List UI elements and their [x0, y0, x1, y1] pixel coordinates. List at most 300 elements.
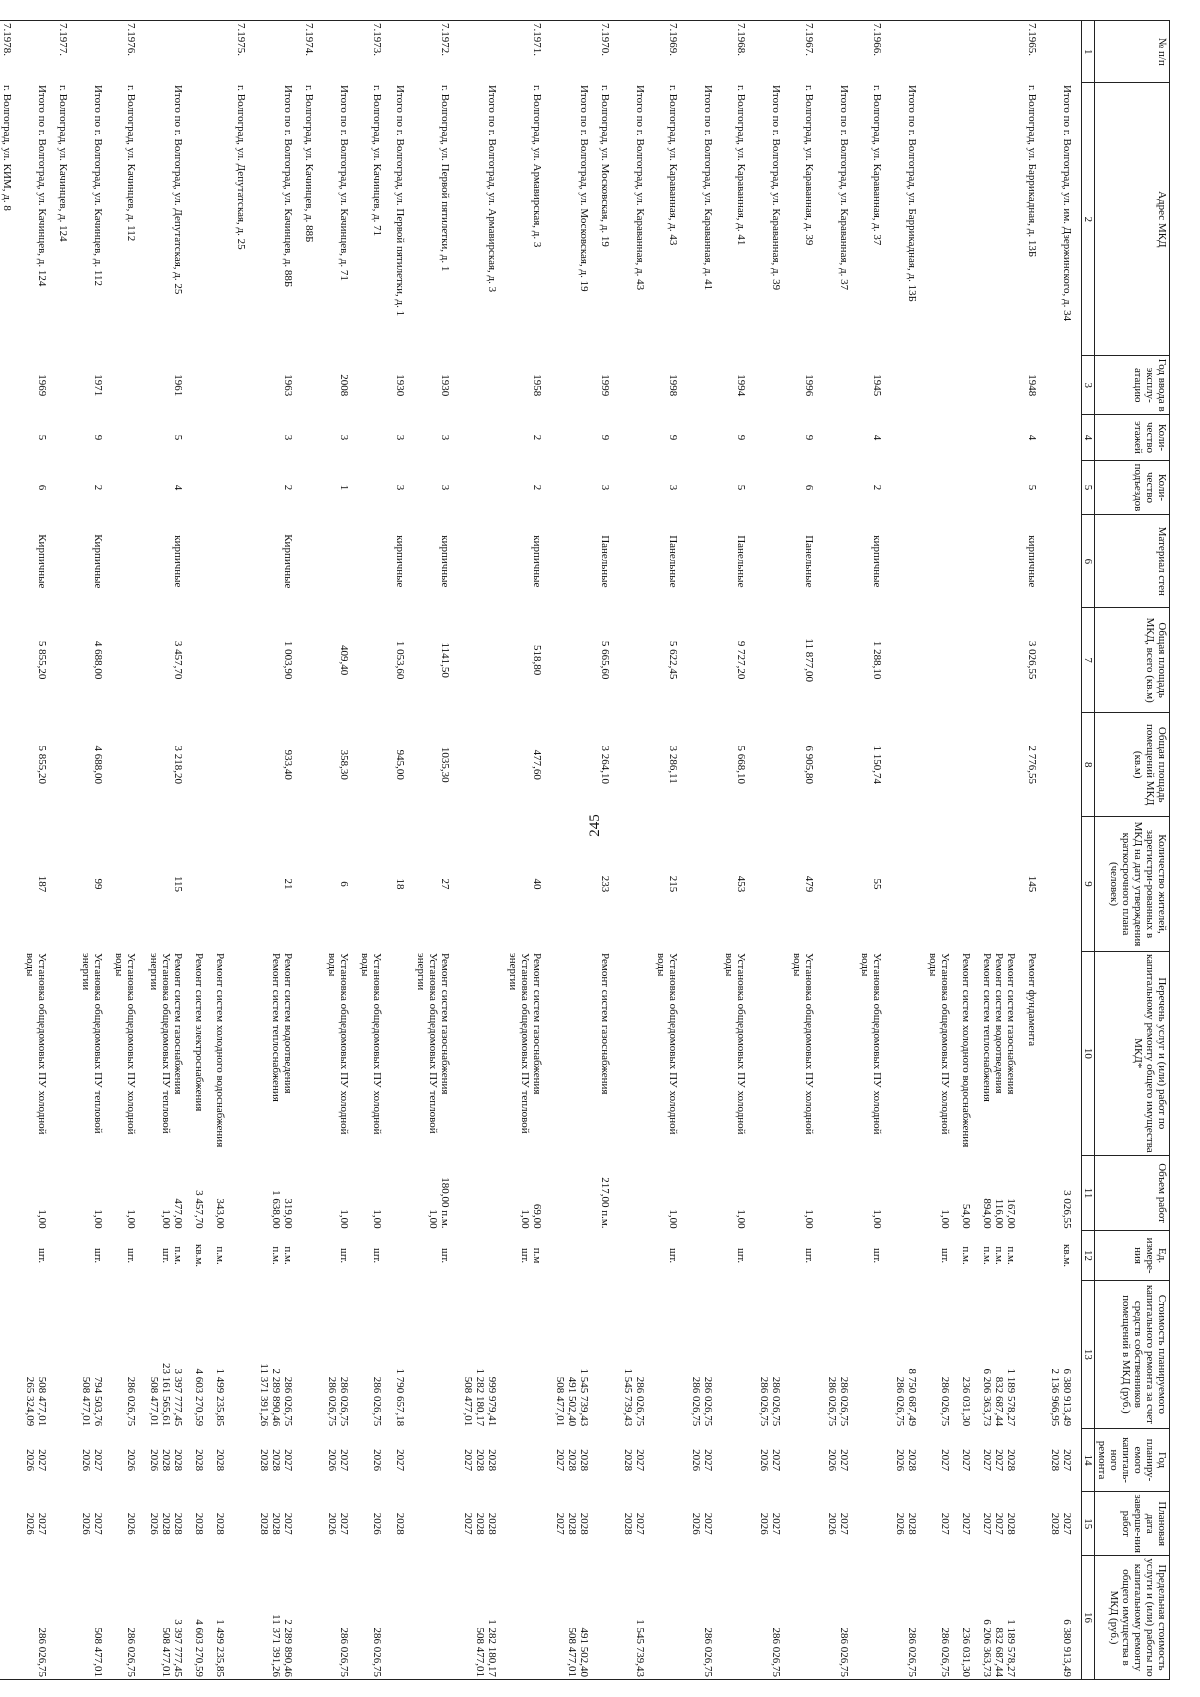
cell-c14: 2028 2028 2027 [554, 1449, 590, 1472]
cell-c3: 1963 [282, 374, 294, 397]
cell [980, 1281, 1025, 1429]
cell [147, 1428, 192, 1492]
cell-c14: 2027 2026 [326, 1449, 350, 1472]
cell [112, 1156, 147, 1231]
cell [1048, 608, 1082, 713]
cell [1025, 83, 1048, 356]
cell-c11: 167,00 116,00 894,00 [981, 1198, 1017, 1229]
cell-c7: 1 288,10 [871, 640, 883, 680]
cell-c3: 1958 [531, 374, 543, 397]
cell-c7: 3 026,55 [1026, 640, 1038, 680]
cell-c12: шт. [667, 1247, 679, 1264]
cell-c14: 2027 2026 [826, 1449, 850, 1472]
cell [689, 83, 722, 356]
summary-row [959, 21, 980, 1680]
cell [56, 1281, 79, 1429]
cell-c8: 3 286,11 [667, 745, 679, 784]
table-row [654, 21, 689, 1680]
cell [980, 1231, 1025, 1281]
cell-addr: Итого по г. Волгоград, ул. Караванная, д. 41 [702, 84, 714, 291]
cell-c3: 1930 [439, 374, 451, 397]
cell [621, 356, 654, 415]
cell-c12: шт. [735, 1247, 747, 1264]
cell-c10: Ремонт систем газоснабжения [599, 953, 611, 1095]
cell-c6: Панельные [803, 535, 815, 588]
cell-c5: 3 [599, 484, 611, 491]
column-header: Общая площадь МКД, всего (кв.м) [1095, 608, 1170, 713]
cell-c12: шт. [871, 1247, 883, 1264]
cell [56, 608, 79, 713]
cell [959, 460, 980, 515]
column-number: 10 [1082, 951, 1095, 1156]
cell [722, 515, 757, 608]
cell-c12: шт. [92, 1247, 104, 1264]
cell-c13: 1 499 235,85 [214, 1368, 226, 1427]
cell [257, 1492, 302, 1556]
cell [234, 951, 257, 1156]
cell-c12: п.м. п.м. [270, 1246, 294, 1265]
cell-c11: 3 026,55 [1061, 1190, 1073, 1229]
cell [722, 356, 757, 415]
cell [621, 1492, 654, 1556]
cell [461, 1492, 506, 1556]
cell [147, 1556, 192, 1680]
cell [358, 1556, 393, 1680]
cell [722, 1281, 757, 1429]
cell-c6: кирпичные [394, 535, 406, 588]
cell-c12: п.м. п.м. п.м. [981, 1246, 1017, 1265]
cell [147, 1231, 192, 1281]
cell [0, 356, 23, 415]
cell [553, 460, 598, 515]
cell-c9: 18 [394, 878, 406, 890]
cell [722, 21, 757, 83]
cell [757, 356, 790, 415]
cell [1025, 1281, 1048, 1429]
cell [325, 951, 358, 1156]
cell-c7: 5 622,45 [667, 640, 679, 680]
cell [23, 415, 56, 460]
cell [393, 356, 414, 415]
cell-c13: 286 026,75 [125, 1376, 137, 1427]
cell-num: 7.1967. [803, 23, 815, 56]
cell-c13: 1 189 578,27 832 687,44 6 206 363,73 [981, 1368, 1017, 1427]
cell [654, 1281, 689, 1429]
cell [959, 1231, 980, 1281]
cell [598, 608, 621, 713]
cell [790, 415, 825, 460]
cell-c13: 286 026,75 1 545 739,43 [622, 1368, 646, 1427]
cell-num: 7.1966. [871, 23, 883, 56]
cell [393, 1156, 414, 1231]
table-row [790, 21, 825, 1680]
cell [959, 1428, 980, 1492]
cell [79, 951, 112, 1156]
column-number: 3 [1082, 356, 1095, 415]
cell-c12: п.м шт. [519, 1247, 543, 1264]
summary-row [621, 21, 654, 1680]
cell-c9: 55 [871, 878, 883, 890]
cell [325, 1231, 358, 1281]
cell-c5: 3 [394, 484, 406, 491]
cell [959, 608, 980, 713]
cell [689, 1156, 722, 1231]
cell [358, 1428, 393, 1492]
cell [302, 1556, 325, 1680]
cell-addr: г. Волгоград, ул. Качинцев, д. 88Б [303, 84, 315, 243]
cell [302, 83, 325, 356]
cell [757, 1156, 790, 1231]
cell [790, 1281, 825, 1429]
cell [506, 515, 553, 608]
cell-c8: 358,30 [338, 749, 350, 780]
cell-c10: Ремонт систем холодного водоснабжения [960, 953, 972, 1148]
cell-c16: 286 026,75 [338, 1627, 350, 1677]
cell-c6: Панельные [599, 535, 611, 588]
cell-c14: 2027 2026 [758, 1449, 782, 1472]
cell [1025, 1428, 1048, 1492]
column-header: Адрес МКД [1095, 83, 1170, 356]
cell [213, 1156, 234, 1231]
cell-c10: Ремонт систем холодного водоснабжения [214, 953, 226, 1148]
cell-addr: г. Волгоград, ул. Депутатская, д. 25 [235, 84, 247, 250]
cell-c7: 409,40 [338, 645, 350, 676]
cell-c10: Установка общедомовых ПУ холодной воды [723, 953, 747, 1135]
cell [358, 460, 393, 515]
cell [147, 356, 192, 415]
cell-c6: Кирпичные [36, 534, 48, 589]
cell [1025, 608, 1048, 713]
cell [926, 951, 959, 1156]
cell [192, 415, 213, 460]
cell-c14: 2028 2026 [894, 1449, 918, 1472]
cell [234, 1428, 257, 1492]
cell-addr: Итого по г. Волгоград, ул. Качинцев, д. 124 [36, 84, 48, 287]
cell [506, 951, 553, 1156]
cell [56, 1231, 79, 1281]
cell [926, 1231, 959, 1281]
cell [689, 356, 722, 415]
cell-num: 7.1965. [1026, 23, 1038, 56]
column-header: Плановая дата заверше-ния работ [1095, 1492, 1170, 1556]
cell-c7: 5 665,60 [599, 640, 611, 680]
cell-c10: Установка общедомовых ПУ холодной воды [24, 953, 48, 1135]
cell [56, 460, 79, 515]
cell [257, 608, 302, 713]
cell [0, 1156, 23, 1231]
cell [598, 1231, 621, 1281]
cell [325, 1492, 358, 1556]
cell [56, 1492, 79, 1556]
cell [213, 1231, 234, 1281]
cell-c13: 1 790 657,18 [394, 1368, 406, 1427]
cell [0, 608, 23, 713]
cell-c16: 3 397 777,45 508 477,01 [160, 1619, 184, 1677]
cell-c7: 3 457,70 [172, 640, 184, 680]
cell-c15: 2027 [939, 1512, 951, 1535]
column-header: Общая площадь помещений МКД (кв.м) [1095, 712, 1170, 817]
cell [506, 1281, 553, 1429]
cell [56, 83, 79, 356]
cell [553, 817, 598, 951]
cell-c12: шт. [338, 1247, 350, 1264]
cell [553, 712, 598, 817]
cell [959, 712, 980, 817]
cell-c4: 3 [439, 434, 451, 441]
cell [553, 1281, 598, 1429]
cell [790, 515, 825, 608]
cell-c3: 1930 [394, 374, 406, 397]
cell [790, 21, 825, 83]
cell [56, 951, 79, 1156]
cell [722, 1556, 757, 1680]
cell [325, 83, 358, 356]
cell-c15: 2028 2026 [894, 1512, 918, 1535]
cell-c11: 343,00 [214, 1198, 226, 1229]
column-number: 5 [1082, 460, 1095, 515]
cell [393, 515, 414, 608]
cell [302, 951, 325, 1156]
cell [325, 1556, 358, 1680]
cell-c5: 6 [803, 484, 815, 491]
cell [893, 608, 926, 713]
cell [461, 951, 506, 1156]
cell [56, 415, 79, 460]
cell-c16: 286 026,75 [939, 1627, 951, 1677]
cell [1048, 712, 1082, 817]
cell [358, 356, 393, 415]
cell-c8: 4 688,00 [92, 745, 104, 784]
cell [461, 817, 506, 951]
cell [858, 356, 893, 415]
cell [461, 515, 506, 608]
cell [213, 83, 234, 356]
cell-c10: Установка общедомовых ПУ холодной воды [655, 953, 679, 1135]
cell-c12: п.м. шт. [160, 1246, 184, 1265]
cell-c15: 2028 2028 2026 [148, 1512, 184, 1535]
cell [621, 1428, 654, 1492]
cell-c15: 2028 [193, 1512, 205, 1535]
cell [553, 1492, 598, 1556]
summary-row [893, 21, 926, 1680]
cell [257, 83, 302, 356]
column-header: Предельная стоимость услуги и (или) работы по капитальному ремонту общего имущества в МКД (руб.) [1095, 1556, 1170, 1680]
cell [926, 1492, 959, 1556]
cell [757, 951, 790, 1156]
cell [654, 415, 689, 460]
cell [980, 415, 1025, 460]
summary-row [257, 21, 302, 1680]
cell [302, 1492, 325, 1556]
cell-c15: 2027 2026 [80, 1512, 104, 1535]
cell-c13: 236 031,30 [960, 1376, 972, 1427]
cell [56, 1556, 79, 1680]
cell [621, 83, 654, 356]
cell [23, 356, 56, 415]
cell-c3: 1948 [1026, 374, 1038, 397]
cell-num: 7.1968. [735, 23, 747, 56]
cell [257, 415, 302, 460]
cell [192, 83, 213, 356]
cell [959, 1556, 980, 1680]
cell-c8: 933,40 [282, 749, 294, 780]
cell-c16: 1 189 578,27 832 687,44 6 206 363,73 [981, 1619, 1017, 1677]
cell [79, 817, 112, 951]
cell [926, 1556, 959, 1680]
cell [1048, 1231, 1082, 1281]
table-row [858, 21, 893, 1680]
cell [722, 608, 757, 713]
cell [858, 415, 893, 460]
cell-num: 7.1973. [371, 23, 383, 56]
cell [112, 21, 147, 83]
cell [23, 83, 56, 356]
cell [825, 83, 858, 356]
cell-c13: 3 397 777,45 23 161 565,61 508 477,01 [148, 1363, 184, 1427]
cell [325, 608, 358, 713]
cell-c5: 4 [172, 484, 184, 491]
cell [302, 817, 325, 951]
cell [302, 1156, 325, 1231]
cell [234, 21, 257, 83]
cell-c3: 1969 [36, 374, 48, 397]
column-number: 15 [1082, 1492, 1095, 1556]
cell-c14: 2026 [371, 1449, 383, 1472]
cell-c13: 999 979,41 1 282 180,17 508 477,01 [462, 1368, 498, 1427]
cell [302, 21, 325, 83]
cell [980, 21, 1025, 83]
cell [1025, 1556, 1048, 1680]
cell [1025, 515, 1048, 608]
cell [506, 21, 553, 83]
cell-c3: 1961 [172, 374, 184, 397]
cell [358, 1281, 393, 1429]
cell [790, 1231, 825, 1281]
cell [959, 21, 980, 83]
cell-c15: 2028 2028 2027 [554, 1512, 590, 1535]
cell-num: 7.1971. [531, 23, 543, 56]
cell [23, 460, 56, 515]
cell [654, 712, 689, 817]
cell [302, 460, 325, 515]
cell [112, 817, 147, 951]
cell [234, 817, 257, 951]
summary-row [325, 21, 358, 1680]
cell-c15: 2028 [394, 1512, 406, 1535]
cell [689, 608, 722, 713]
cell [192, 712, 213, 817]
cell [56, 1156, 79, 1231]
cell-c16: 2 289 890,46 11 371 391,26 [270, 1614, 294, 1677]
column-number: 2 [1082, 83, 1095, 356]
cell [325, 21, 358, 83]
cell-c11: 1,00 [667, 1209, 679, 1229]
cell [980, 460, 1025, 515]
cell [621, 817, 654, 951]
cell [112, 1492, 147, 1556]
cell [1048, 1428, 1082, 1492]
cell [393, 817, 414, 951]
cell [358, 817, 393, 951]
cell [980, 817, 1025, 951]
cell [893, 356, 926, 415]
cell-c10: Установка общедомовых ПУ холодной воды [326, 953, 350, 1135]
cell [358, 1231, 393, 1281]
cell [358, 608, 393, 713]
cell-c9: 215 [667, 875, 679, 893]
cell [959, 415, 980, 460]
cell [234, 83, 257, 356]
cell-c15: 2028 2027 2027 [981, 1512, 1017, 1535]
cell [0, 1231, 23, 1281]
cell [689, 951, 722, 1156]
cell [858, 951, 893, 1156]
cell-c10: Ремонт систем водоотведения Ремонт систем теплоснабжения [270, 953, 294, 1102]
cell [358, 515, 393, 608]
cell [598, 460, 621, 515]
cell-c14: 2028 [193, 1449, 205, 1472]
cell [959, 515, 980, 608]
cell [257, 712, 302, 817]
cell [825, 1156, 858, 1231]
cell [825, 460, 858, 515]
cell [358, 21, 393, 83]
cell [598, 415, 621, 460]
cell [414, 817, 461, 951]
table-row [506, 21, 553, 1680]
summary-row [23, 21, 56, 1680]
cell [506, 1231, 553, 1281]
cell [461, 1231, 506, 1281]
cell-c6: Панельные [735, 535, 747, 588]
cell [980, 1556, 1025, 1680]
cell [926, 1428, 959, 1492]
cell [257, 1231, 302, 1281]
cell [325, 1428, 358, 1492]
cell [598, 951, 621, 1156]
cell [1048, 817, 1082, 951]
cell-c15: 2026 [125, 1512, 137, 1535]
cell [147, 415, 192, 460]
cell-c14: 2027 2026 [80, 1449, 104, 1472]
cell [79, 1281, 112, 1429]
cell [757, 415, 790, 460]
cell [393, 608, 414, 713]
cell [147, 712, 192, 817]
cell [858, 1231, 893, 1281]
cell-c13: 286 026,75 2 289 890,46 11 371 391,26 [258, 1363, 294, 1427]
cell-c15: 2027 2028 [622, 1512, 646, 1535]
cell-c16: 1 545 739,43 [634, 1619, 646, 1677]
cell [757, 1556, 790, 1680]
cell-c10: Ремонт систем газоснабжения Установка общедомовых ПУ тепловой энергии [415, 953, 451, 1134]
cell [722, 817, 757, 951]
cell [192, 460, 213, 515]
cell [825, 1231, 858, 1281]
cell-c13: 286 026,75 [371, 1376, 383, 1427]
cell-c13: 286 026,75 286 026,75 [826, 1376, 850, 1427]
cell-c16: 286 026,75 [702, 1627, 714, 1677]
cell [56, 21, 79, 83]
cell [23, 515, 56, 608]
cell-c4: 9 [667, 434, 679, 441]
cell [757, 1231, 790, 1281]
cell-c12: п.м. [214, 1246, 226, 1265]
cell [825, 1492, 858, 1556]
cell-c3: 1945 [871, 374, 883, 397]
cell [414, 460, 461, 515]
cell [790, 1156, 825, 1231]
